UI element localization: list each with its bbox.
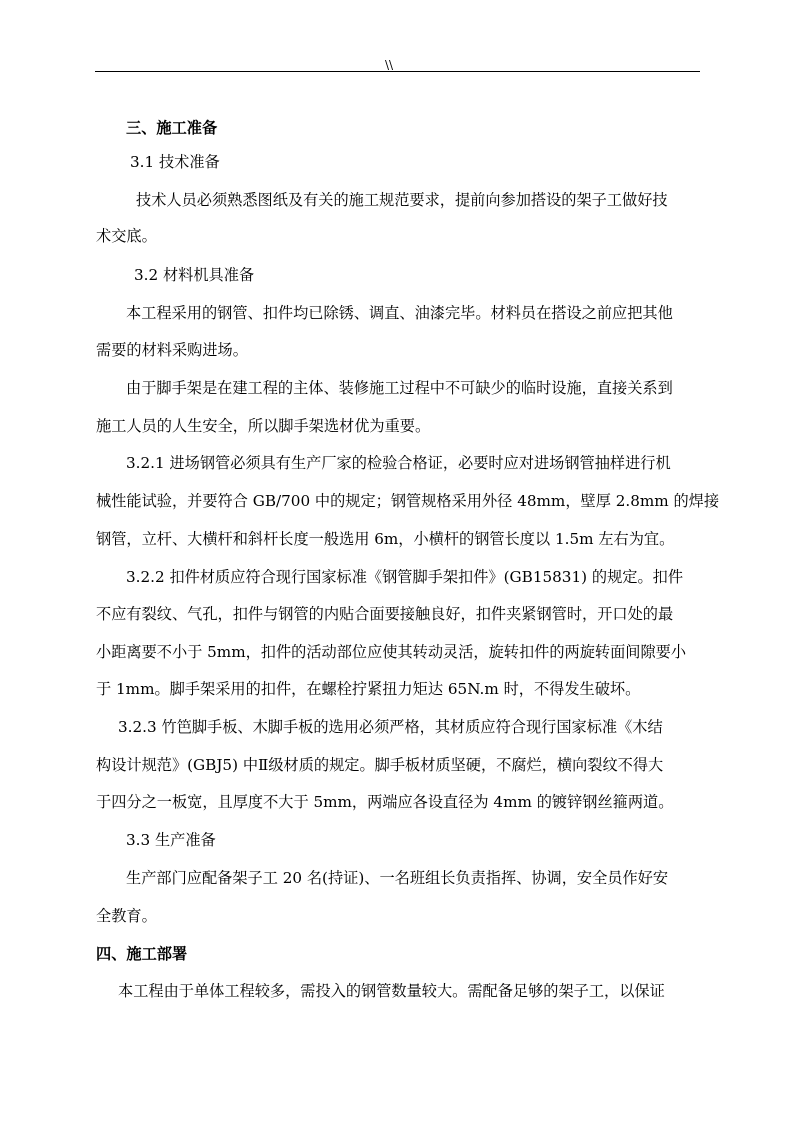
header-rule — [95, 71, 700, 72]
subsection-3-1: 3.1 技术准备 — [130, 153, 220, 171]
paragraph-line: 于四分之一板宽，且厚度不大于 5mm，两端应各设直径为 4mm 的镀锌钢丝箍两道。 — [96, 793, 674, 811]
paragraph-line: 本工程由于单体工程较多，需投入的钢管数量较大。需配备足够的架子工，以保证 — [118, 982, 665, 1000]
paragraph-line: 钢管，立杆、大横杆和斜杆长度一般选用 6m，小横杆的钢管长度以 1.5m 左右为宜。 — [96, 530, 675, 548]
paragraph-line: 于 1mm。脚手架采用的扣件，在螺栓拧紧扭力矩达 65N.m 时，不得发生破坏。 — [96, 680, 641, 698]
paragraph-line: 由于脚手架是在建工程的主体、装修施工过程中不可缺少的临时设施，直接关系到 — [126, 379, 673, 397]
paragraph-line: 全教育。 — [96, 907, 157, 925]
paragraph-line: 3.2.3 竹笆脚手板、木脚手板的选用必须严格，其材质应符合现行国家标准《木结 — [118, 718, 663, 736]
paragraph-line: 不应有裂纹、气孔，扣件与钢管的内贴合面要接触良好，扣件夹紧钢管时，开口处的最 — [96, 605, 674, 623]
paragraph-line: 3.2.1 进场钢管必须具有生产厂家的检验合格证，必要时应对进场钢管抽样进行机 — [126, 454, 671, 472]
subsection-3-2: 3.2 材料机具准备 — [134, 266, 255, 284]
section-heading-4: 四、施工部署 — [96, 945, 188, 963]
header-mark: \\ — [385, 58, 394, 72]
paragraph-line: 3.2.2 扣件材质应符合现行国家标准《钢管脚手架扣件》(GB15831) 的规定。扣件 — [126, 568, 684, 586]
section-heading-3: 三、施工准备 — [126, 119, 218, 137]
paragraph-line: 施工人员的人生安全，所以脚手架选材优为重要。 — [96, 417, 431, 435]
paragraph-line: 小距离要不小于 5mm，扣件的活动部位应使其转动灵活，旋转扣件的两旋转面间隙要小 — [96, 643, 687, 661]
paragraph-line: 需要的材料采购进场。 — [96, 341, 248, 359]
paragraph-line: 本工程采用的钢管、扣件均已除锈、调直、油漆完毕。材料员在搭设之前应把其他 — [126, 304, 673, 322]
paragraph-line: 技术人员必须熟悉图纸及有关的施工规范要求，提前向参加搭设的架子工做好技 — [136, 191, 668, 209]
paragraph-line: 械性能试验，并要符合 GB/700 中的规定；钢管规格采用外径 48mm，壁厚 2.8mm 的焊接 — [96, 492, 720, 510]
paragraph-line: 术交底。 — [96, 227, 157, 245]
paragraph-line: 生产部门应配备架子工 20 名(持证)、一名班组长负责指挥、协调，安全员作好安 — [126, 869, 669, 887]
subsection-3-3: 3.3 生产准备 — [126, 831, 216, 849]
paragraph-line: 构设计规范》(GBJ5) 中Ⅱ级材质的规定。脚手板材质坚硬，不腐烂，横向裂纹不得大 — [96, 756, 664, 774]
